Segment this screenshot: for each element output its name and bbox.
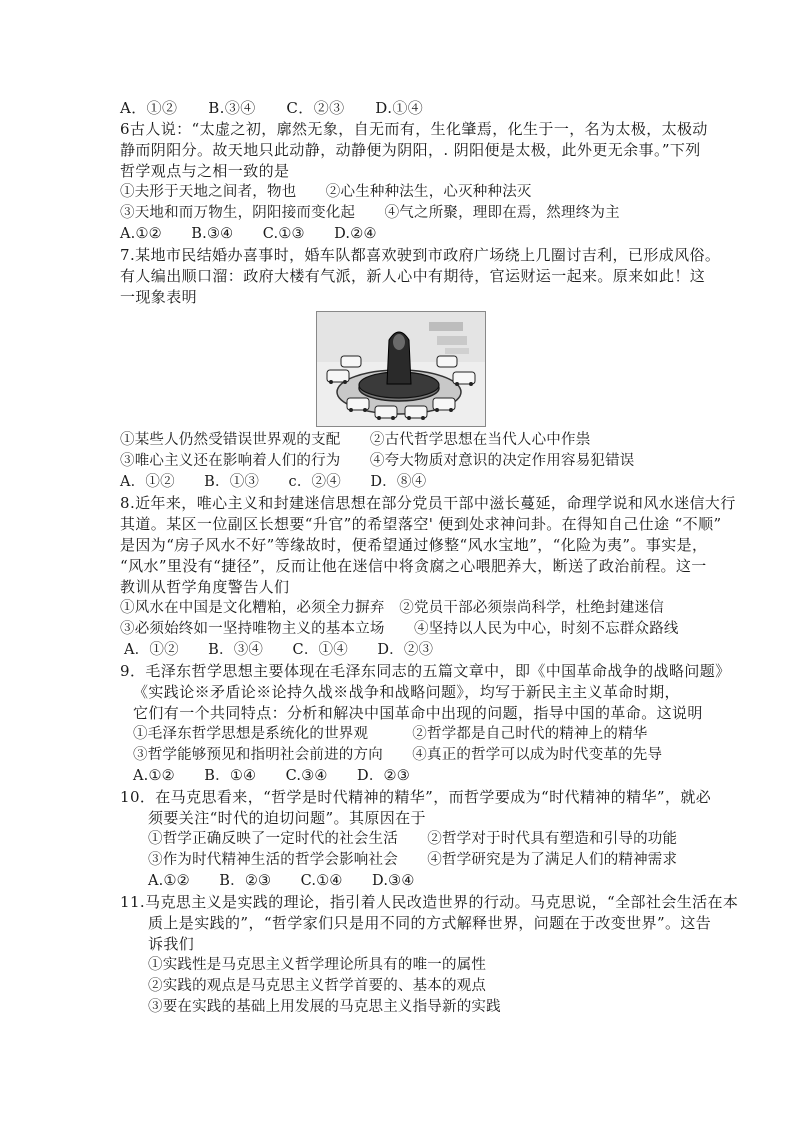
- text-line: 一现象表明: [120, 288, 198, 306]
- text-line: A．①② B．①③ c．②④ D．⑧④: [120, 474, 427, 490]
- text-line: ①实践性是马克思主义哲学理论所具有的唯一的属性: [148, 957, 487, 973]
- text-line: 静而阴阳分。故天地只此动静，动静便为阴阳，. 阴阳便是太极，此外更无余事。”下列: [120, 141, 701, 159]
- text-line: 《实践论※矛盾论※论持久战※战争和战略问题》，均写于新民主主义革命时期，: [133, 683, 680, 701]
- text-line: ①哲学正确反映了一定时代的社会生活 ②哲学对于时代具有塑造和引导的功能: [148, 831, 678, 847]
- text-line: “风水”里没有“捷径”，反而让他在迷信中将贪腐之心喂肥养大，断送了政治前程。这一: [120, 557, 707, 575]
- text-line: ①毛泽东哲学思想是系统化的世界观 ②哲学都是自己时代的精神上的精华: [133, 726, 648, 742]
- text-line: 诉我们: [148, 935, 195, 953]
- text-line: A.①② B．②③ C.①④ D.③④: [148, 873, 415, 889]
- text-line: 10．在马克思看来，“哲学是时代精神的精华”，而哲学要成为“时代精神的精华”，就必: [120, 788, 712, 806]
- text-line: 7.某地市民结婚办喜事时，婚车队都喜欢驶到市政府广场绕上几圈讨吉利，已形成风俗。: [120, 246, 721, 264]
- text-line: 是因为“房子风水不好”等缘故时，便希望通过修整“风水宝地”，“化险为夷”。事实是，: [120, 536, 708, 554]
- text-line: 质上是实践的”，“哲学家们只是用不同的方式解释世界，问题在于改变世界”。这告: [148, 914, 712, 932]
- text-line: ③作为时代精神生活的哲学会影响社会 ④哲学研究是为了满足人们的精神需求: [148, 852, 678, 868]
- text-line: 8.近年来，唯心主义和封建迷信思想在部分党员干部中滋长蔓延，命理学说和风水迷信大行: [120, 494, 736, 512]
- text-line: A.①② B.③④ C.①③ D.②④: [120, 226, 377, 242]
- text-line: A．①② B.③④ C．②③ D.①④: [120, 99, 424, 117]
- text-line: 9．毛泽东哲学思想主要体现在毛泽东同志的五篇文章中，即《中国革命战争的战略问题》: [120, 662, 731, 680]
- text-line: ③必须始终如一坚持唯物主义的基本立场 ④坚持以人民为中心，时刻不忘群众路线: [120, 621, 679, 637]
- text-line: 它们有一个共同特点：分析和解决中国革命中出现的问题，指导中国的革命。这说明: [133, 704, 703, 722]
- text-line: ③要在实践的基础上用发展的马克思主义指导新的实践: [148, 999, 501, 1015]
- text-line: 6古人说：“太虚之初，廓然无象，自无而有，生化肇焉，化生于一，名为太极，太极动: [120, 120, 708, 138]
- cartoon-drawing: [317, 312, 485, 426]
- text-line: 哲学观点与之相一致的是: [120, 162, 290, 180]
- text-line: 须要关注“时代的迫切问题”。其原因在于: [148, 809, 426, 827]
- text-line: ②实践的观点是马克思主义哲学首要的、基本的观点: [148, 978, 487, 994]
- text-line: 其道。某区一位副区长想要“升官”的希望落空' 便到处求神问卦。在得知自己仕途 “不顺”: [120, 515, 722, 533]
- text-line: ③天地和而万物生，阴阳接而变化起 ④气之所聚，理即在焉，然理终为主: [120, 205, 620, 221]
- text-line: ①某些人仍然受错误世界观的支配 ②古代哲学思想在当代人心中作祟: [120, 432, 591, 448]
- text-line: 有人编出顺口溜：政府大楼有气派，新人心中有期待，官运财运一起来。原来如此！这: [120, 267, 706, 285]
- cartoon-illustration: [316, 311, 486, 427]
- text-line: ③唯心主义还在影响着人们的行为 ④夸大物质对意识的决定作用容易犯错误: [120, 453, 635, 469]
- text-line: A．①② B．③④ C．①④ D．②③: [124, 642, 434, 658]
- text-line: ①风水在中国是文化糟粕，必须全力摒弃 ②党员干部必须崇尚科学，杜绝封建迷信: [120, 600, 664, 616]
- text-line: 11.马克思主义是实践的理论，指引着人民改造世界的行动。马克思说，“全部社会生活在本: [120, 893, 739, 911]
- text-line: 教训从哲学角度警告人们: [120, 578, 290, 596]
- text-line: ①夫形于天地之间者，物也 ②心生种种法生，心灭种种法灭: [120, 184, 532, 200]
- text-line: ③哲学能够预见和指明社会前进的方向 ④真正的哲学可以成为时代变革的先导: [133, 747, 663, 763]
- text-line: A.①② B．①④ C.③④ D．②③: [133, 768, 410, 784]
